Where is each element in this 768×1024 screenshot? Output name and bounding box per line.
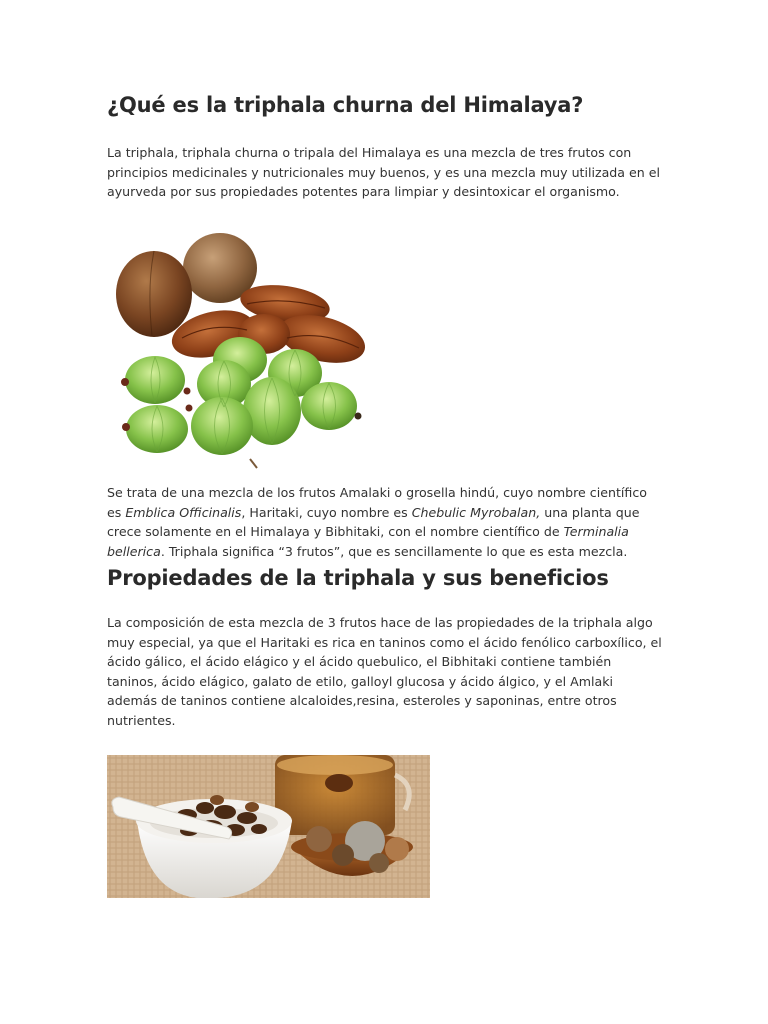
- chebulic-myrobalan-italic: Chebulic Myrobalan,: [411, 504, 541, 520]
- intro-line-3: ayurveda por sus propiedades potentes para limpiar y desintoxicar el organismo.: [107, 184, 620, 200]
- frutos-line-1: Se trata de una mezcla de los frutos Amalaki o grosella hindú, cuyo nombre científico: [107, 485, 647, 500]
- mortar-pestle-tea-photo: [107, 755, 430, 898]
- propiedades-line-2: muy especial, ya que el Haritaki es rica en taninos como el ácido fenólico carboxílico, el: [107, 634, 662, 650]
- frutos-paragraph: [107, 483, 667, 561]
- bellerica-italic: bellerica: [107, 543, 161, 559]
- emblica-officinalis-italic: Emblica Officinalis: [125, 504, 242, 520]
- propiedades-line-4: taninos, ácido elágico, galato de etilo, galloyl glucosa y ácido álgico, y el Amlaki: [107, 673, 614, 689]
- propiedades-line-1: La composición de esta mezcla de 3 frutos hace de las propiedades de la triphala algo: [107, 615, 653, 630]
- heading-what-is-triphala: ¿Qué es la triphala churna del Himalaya?: [107, 93, 584, 117]
- text-es: es: [107, 504, 126, 520]
- intro-line-2: principios medicinales y nutricionales muy buenos, y es una mezcla muy utilizada en el: [107, 164, 661, 180]
- frutos-line-4: [107, 542, 667, 562]
- dried-fruits-and-gooseberries-photo: [107, 226, 377, 471]
- intro-line-1: La triphala, triphala churna o tripala del Himalaya es una mezcla de tres frutos con: [107, 145, 632, 160]
- text-crece: crece solamente en el Himalaya y Bibhitaki, con el nombre científico de: [107, 524, 564, 540]
- propiedades-line-3: ácido gálico, el ácido elágico y el ácido quebulico, el Bibhitaki contiene también: [107, 654, 612, 670]
- frutos-line-2: [107, 503, 667, 523]
- text-una-planta: una planta que: [540, 504, 640, 520]
- propiedades-line-6: nutrientes.: [107, 712, 176, 728]
- intro-paragraph: [107, 143, 667, 202]
- heading-propiedades: Propiedades de la triphala y sus beneficios: [107, 566, 609, 590]
- text-triphala-significa: . Triphala significa “3 frutos”, que es sencillamente lo que es esta mezcla.: [160, 543, 628, 559]
- propiedades-paragraph: [107, 613, 667, 731]
- terminalia-italic: Terminalia: [563, 524, 629, 540]
- text-haritaki: , Haritaki, cuyo nombre es: [241, 504, 412, 520]
- frutos-line-3: [107, 522, 667, 542]
- propiedades-line-5: además de taninos contiene alcaloides,resina, esteroles y saponinas, entre otros: [107, 693, 617, 709]
